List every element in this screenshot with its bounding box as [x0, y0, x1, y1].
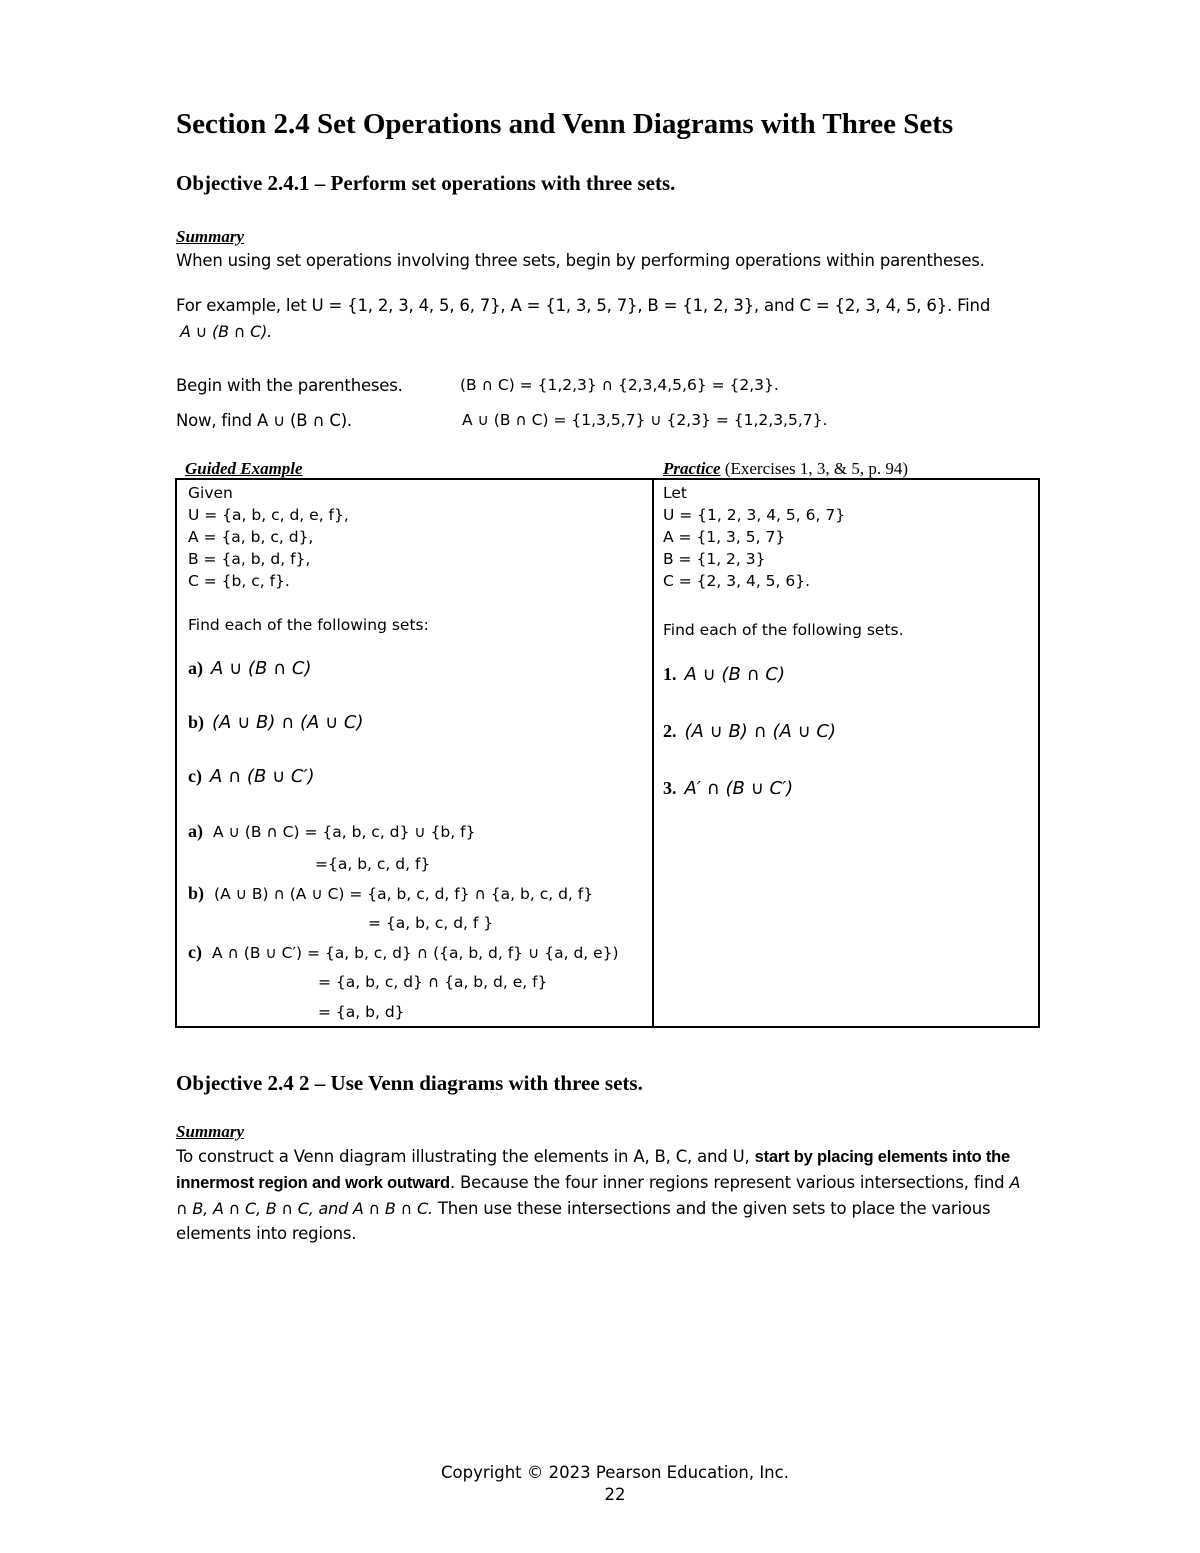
practice-question-3	[663, 778, 793, 799]
practice-question-2-label: 2.	[663, 721, 677, 741]
solution-a-line2: ={a, b, c, d, f}	[315, 855, 431, 873]
guided-example-label: Guided Example	[185, 459, 303, 478]
example-line-2: A ∪ (B ∩ C).	[180, 322, 273, 341]
guided-solution-c	[188, 942, 619, 963]
guided-question-b	[188, 712, 364, 733]
solution-b-line1: (A ∪ B) ∩ (A ∪ C) = {a, b, c, d, f} ∩ {a, b, c, d, f}	[214, 885, 594, 903]
guided-set-a: A = {a, b, c, d},	[188, 528, 314, 546]
guided-given-block	[188, 482, 349, 592]
guided-solution-a	[188, 821, 475, 842]
guided-set-c: C = {b, c, f}.	[188, 572, 290, 590]
step-2-label: Now, find A ∪ (B ∩ C).	[176, 411, 352, 430]
summary-1-text: When using set operations involving three sets, begin by performing operations within parentheses.	[176, 251, 985, 270]
solution-a-label: a)	[188, 821, 203, 841]
practice-set-c: C = {2, 3, 4, 5, 6}.	[663, 572, 811, 590]
step-1-label: Begin with the parentheses.	[176, 376, 403, 395]
practice-ref: (Exercises 1, 3, & 5, p. 94)	[724, 459, 909, 478]
guided-question-c	[188, 766, 315, 787]
summary-2-bold: start by placing elements into the innermost region and work outward	[176, 1148, 1011, 1192]
solution-b-label: b)	[188, 883, 205, 903]
objective-1-title: Objective 2.4.1 – Perform set operations with three sets.	[176, 171, 676, 195]
guided-question-a	[188, 658, 312, 679]
summary-1-label: Summary	[176, 227, 245, 246]
guided-question-a-label: a)	[188, 658, 203, 678]
objective-2-title: Objective 2.4 2 – Use Venn diagrams with three sets.	[176, 1071, 643, 1095]
table-divider	[652, 478, 654, 1028]
example-line-1: For example, let U = {1, 2, 3, 4, 5, 6, 7}, A = {1, 3, 5, 7}, B = {1, 2, 3}, and C = {2, 3, 4, 5, 6}. Find	[176, 296, 991, 315]
practice-set-u: U = {1, 2, 3, 4, 5, 6, 7}	[663, 506, 846, 524]
practice-question-1-label: 1.	[663, 664, 677, 684]
guided-example-heading	[185, 459, 303, 479]
solution-c-line2: = {a, b, c, d} ∩ {a, b, d, e, f}	[318, 973, 548, 991]
summary-2-part1: To construct a Venn diagram illustrating the elements in A, B, C, and U,	[176, 1147, 750, 1166]
page-number: 22	[604, 1485, 626, 1504]
guided-question-a-expr: A ∪ (B ∩ C)	[211, 658, 312, 679]
solution-c-line1: A ∩ (B ∪ C′) = {a, b, c, d} ∩ ({a, b, d, f} ∪ {a, d, e})	[211, 944, 619, 962]
practice-question-3-expr: A′ ∩ (B ∪ C′)	[684, 778, 794, 799]
guided-solution-b	[188, 883, 593, 904]
practice-question-3-label: 3.	[663, 778, 677, 798]
summary-2-math: A ∩ B, A ∩ C, B ∩ C, and A ∩ B ∩ C.	[176, 1173, 1021, 1218]
step-1-math: (B ∩ C) = {1,2,3} ∩ {2,3,4,5,6} = {2,3}.	[460, 376, 779, 394]
solution-c-line3: = {a, b, d}	[318, 1003, 405, 1021]
practice-heading	[663, 459, 908, 479]
guided-set-u: U = {a, b, c, d, e, f},	[188, 506, 349, 524]
solution-b-line2: = {a, b, c, d, f }	[368, 914, 494, 932]
summary-2-part3: Then use these intersections and the given sets to place the various elements into regions.	[176, 1199, 991, 1243]
summary-2-text	[176, 1144, 1036, 1246]
practice-question-1-expr: A ∪ (B ∩ C)	[684, 664, 786, 685]
practice-let-label: Let	[663, 484, 687, 502]
section-title: Section 2.4 Set Operations and Venn Diagrams with Three Sets	[176, 108, 954, 140]
guided-question-b-label: b)	[188, 712, 205, 732]
practice-label: Practice	[663, 459, 721, 478]
guided-question-c-expr: A ∩ (B ∪ C′)	[209, 766, 315, 787]
copyright-footer: Copyright © 2023 Pearson Education, Inc.	[441, 1463, 789, 1482]
practice-set-a: A = {1, 3, 5, 7}	[663, 528, 786, 546]
guided-prompt: Find each of the following sets:	[188, 616, 429, 634]
practice-set-b: B = {1, 2, 3}	[663, 550, 766, 568]
step-2-math: A ∪ (B ∩ C) = {1,3,5,7} ∪ {2,3} = {1,2,3,5,7}.	[462, 411, 828, 429]
practice-question-1	[663, 664, 785, 685]
guided-question-c-label: c)	[188, 766, 202, 786]
solution-a-line1: A ∪ (B ∩ C) = {a, b, c, d} ∪ {b, f}	[213, 823, 476, 841]
practice-let-block	[663, 482, 845, 592]
guided-question-b-expr: (A ∪ B) ∩ (A ∪ C)	[212, 712, 364, 733]
solution-c-label: c)	[188, 942, 202, 962]
guided-given-label: Given	[188, 484, 233, 502]
practice-question-2-expr: (A ∪ B) ∩ (A ∪ C)	[684, 721, 836, 742]
practice-prompt: Find each of the following sets.	[663, 621, 904, 639]
summary-2-label: Summary	[176, 1122, 245, 1141]
summary-2-part2: . Because the four inner regions represent various intersections, find	[449, 1173, 1005, 1192]
guided-set-b: B = {a, b, d, f},	[188, 550, 311, 568]
practice-question-2	[663, 721, 836, 742]
